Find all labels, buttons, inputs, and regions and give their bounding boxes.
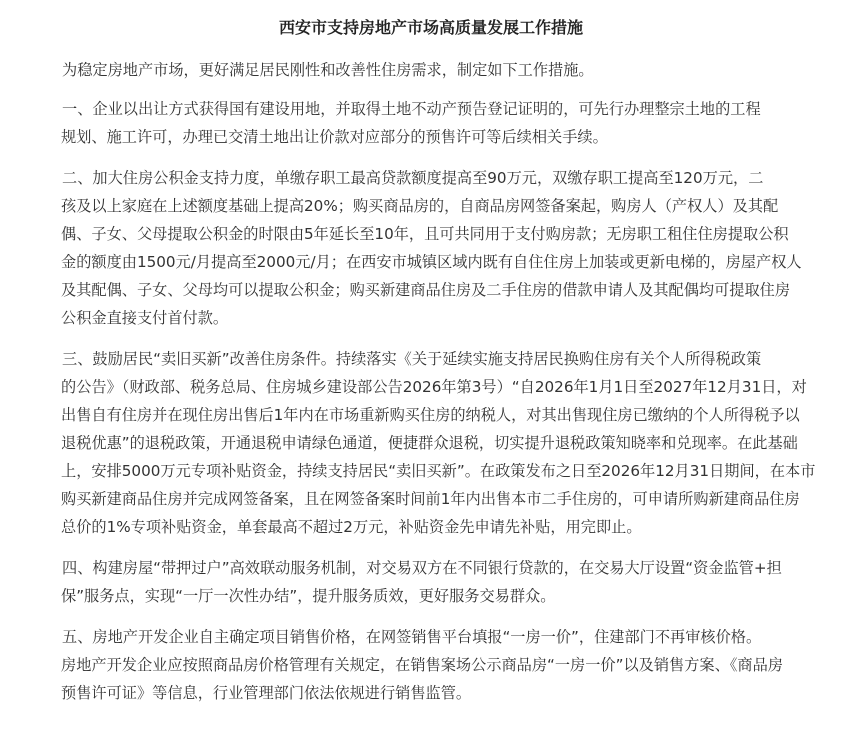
intro-paragraph: 为稳定房地产市场，更好满足居民刚性和改善性住房需求，制定如下工作措施。 bbox=[62, 61, 594, 79]
measure-paragraph-1: 一、企业以出让方式获得国有建设用地，并取得土地不动产预告登记证明的，可先行办理整宗土地的工程 规划、施工许可，办理已交清土地出让价款对应部分的预售许可等后续相关手续。 bbox=[61, 100, 761, 146]
measure-paragraph-5: 五、房地产开发企业自主确定项目销售价格，在网签销售平台填报“一房一价”，住建部门不再审核价格。 房地产开发企业应按照商品房价格管理有关规定，在销售案场公示商品房“一房一价”以及销售方案、《商品房 预售许可证》等信息，行业管理部门依法依规进行销售监管。 bbox=[61, 628, 783, 702]
measure-paragraph-4: 四、构建房屋“带押过户”高效联动服务机制，对交易双方在不同银行贷款的，在交易大厅设置“资金监管+担 保”服务点，实现“一厅一次性办结”，提升服务质效，更好服务交易群众。 bbox=[61, 559, 782, 605]
document-title: 西安市支持房地产市场高质量发展工作措施 bbox=[278, 18, 583, 37]
measure-paragraph-2: 二、加大住房公积金支持力度，单缴存职工最高贷款额度提高至90万元，双缴存职工提高至120万元，二 孩及以上家庭在上述额度基础上提高20%；购买商品房的，自商品房网签备案起，购房人（产权人）及其配 偶、子女、父母提取公积金的时限由5年延长至10年，且可共同用于支付购房款；无房职工租住住房提取公积 金的额度由1500元/月提高至2000元/月；在西安市城镇区域内既有自住住房上加装或更新电梯的，房屋产权人 及其配偶、子女、父母均可以提取公积金；购买新建商品住房及二手住房的借款申请人及其配偶均可提取住房 公积金直接支付首付款。 bbox=[61, 169, 802, 327]
measure-paragraph-3: 三、鼓励居民“卖旧买新”改善住房条件。持续落实《关于延续实施支持居民换购住房有关个人所得税政策 的公告》（财政部、税务总局、住房城乡建设部公告2026年第3号）“自2026年1月1日至2027年12月31日，对 出售自有住房并在现住房出售后1年内在市场重新购买住房的纳税人，对其出售现住房已缴纳的个人所得税予以 退税优惠”的退税政策，开通退税申请绿色通道，便捷群众退税，切实提升退税政策知晓率和兑现率。在此基础 上，安排5000万元专项补贴资金，持续支持居民“卖旧买新”。在政策发布之日至2026年12月31日期间，在本市 购买新建商品住房并完成网签备案，且在网签备案时间前1年内出售本市二手住房的，可申请所购新建商品住房 总价的1%专项补贴资金，单套最高不超过2万元，补贴资金先申请先补贴，用完即止。 bbox=[61, 350, 816, 536]
